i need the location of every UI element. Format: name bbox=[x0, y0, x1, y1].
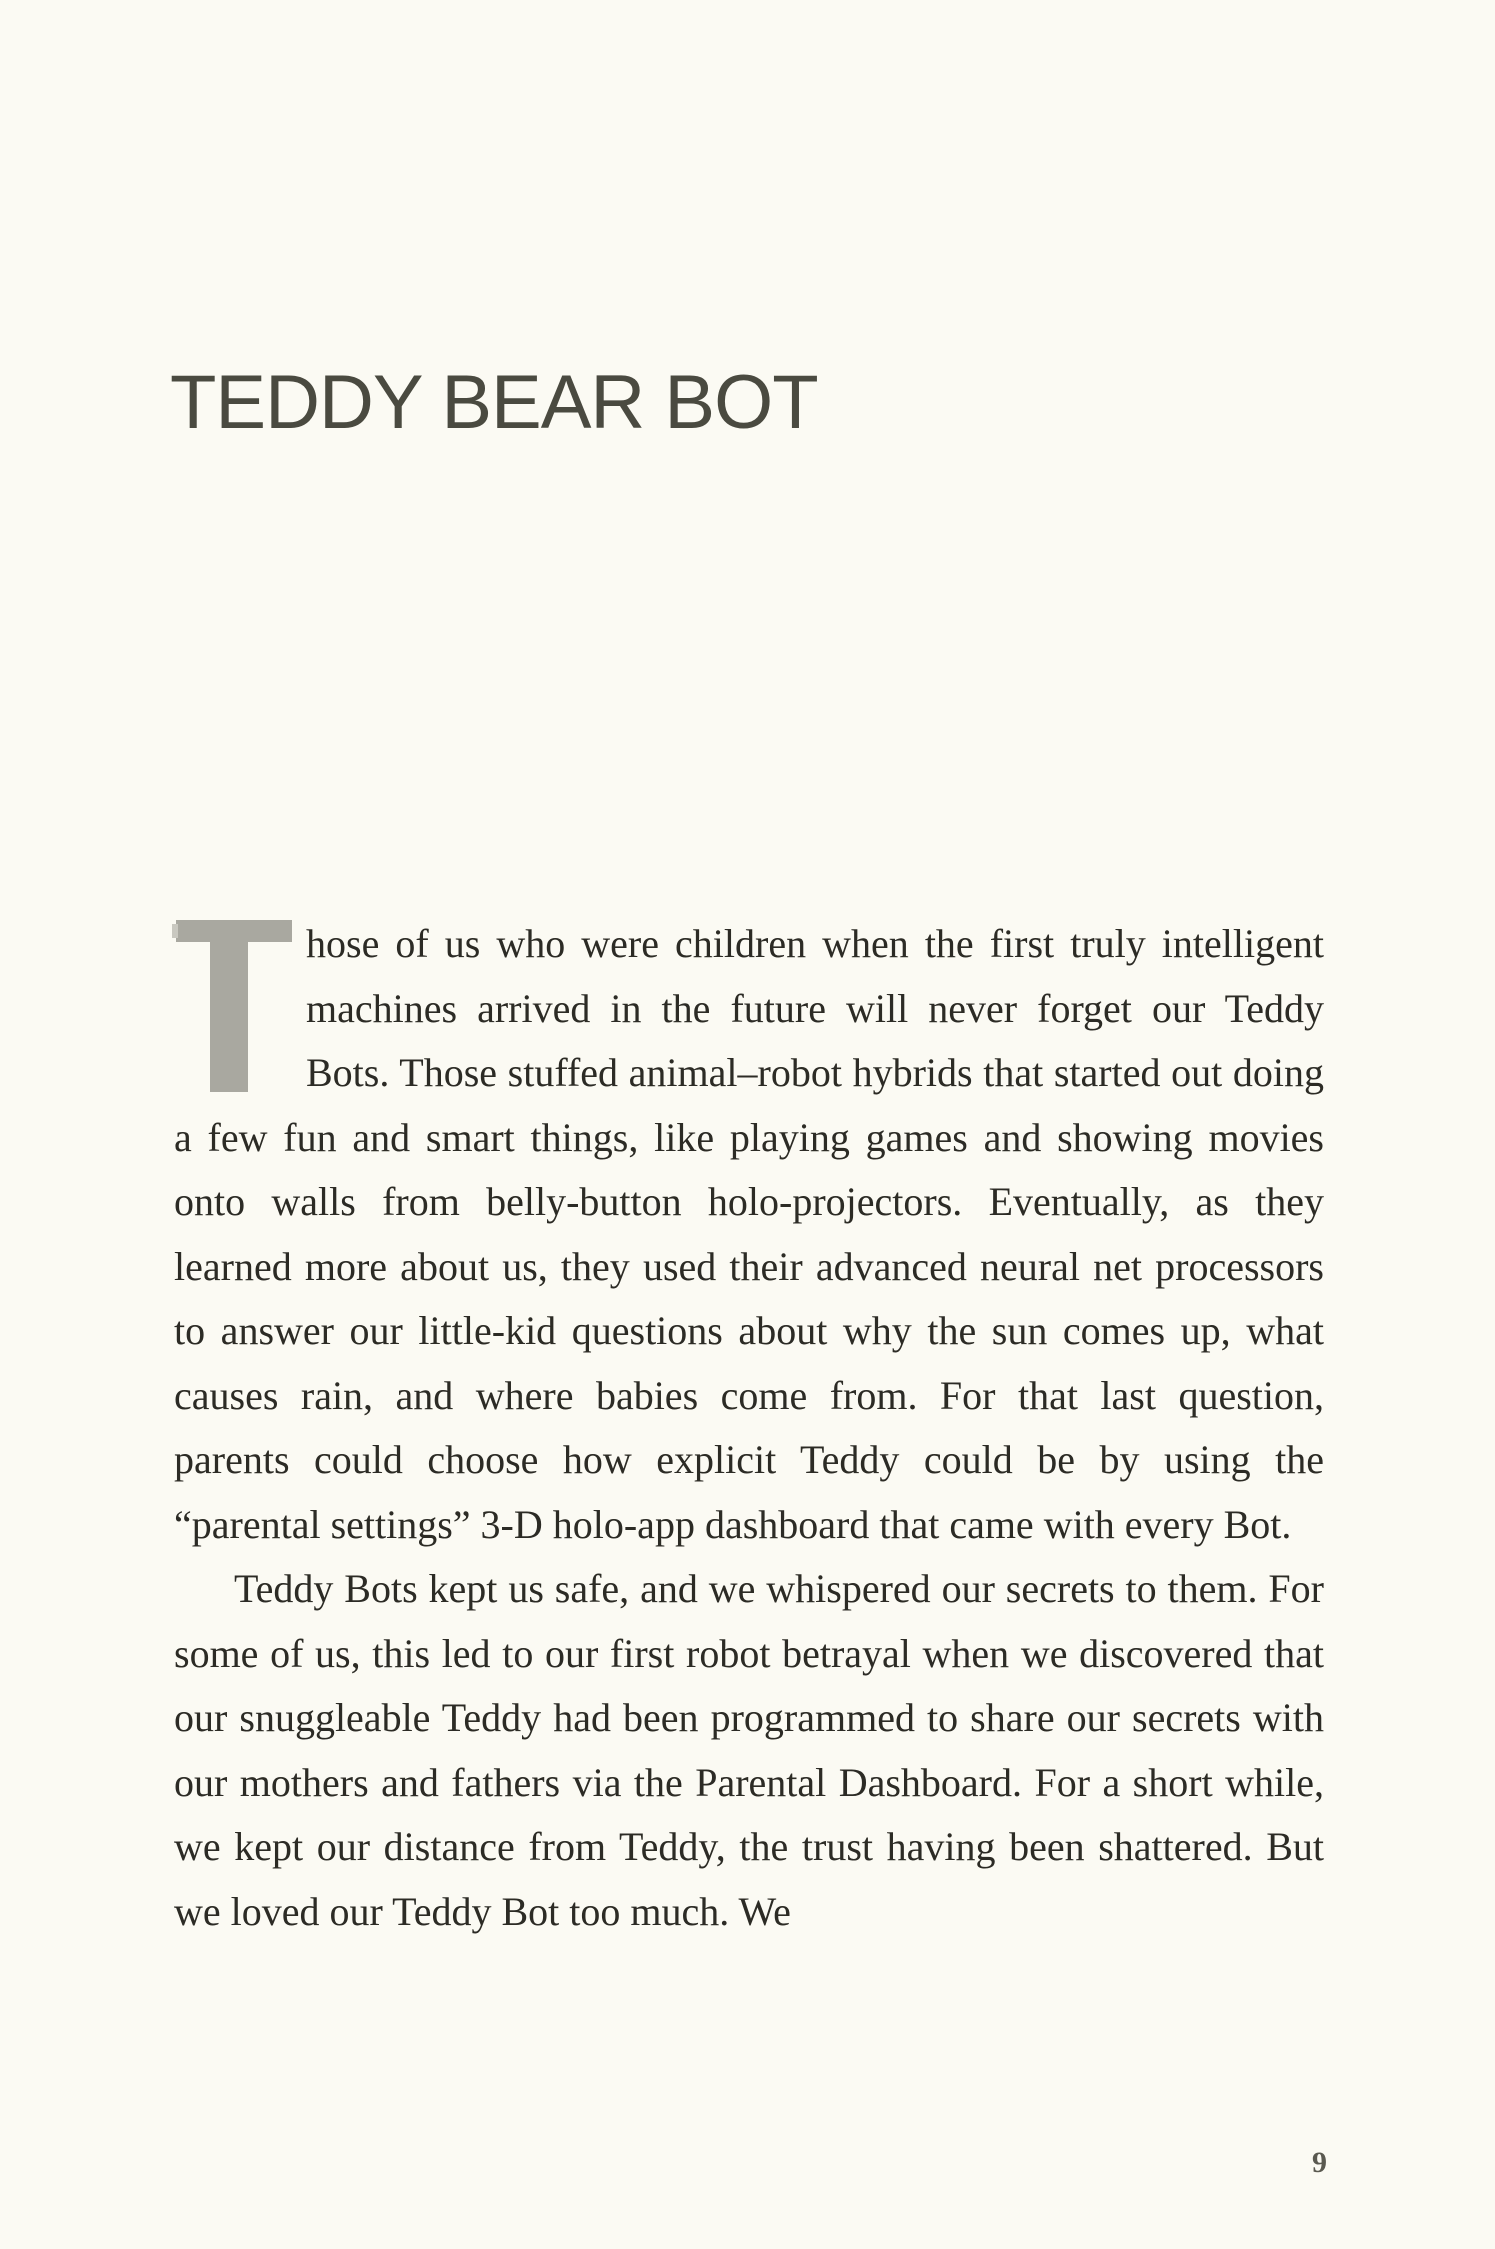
paragraph-2: Teddy Bots kept us safe, and we whispered our secrets to them. For some of us, this led to our first robot betrayal when we discovered that our snuggleable Teddy had been programmed to share our secrets with our mothers and fathers via the Parental Dashboard. For a short while, we kept our distance from Teddy, the trust having been shattered. But we loved our Teddy Bot too much. We bbox=[174, 1566, 1324, 1934]
chapter-title: TEDDY BEAR BOT bbox=[170, 360, 818, 445]
body-text bbox=[174, 912, 1324, 1944]
paragraph-1 bbox=[174, 912, 1324, 1557]
drop-cap bbox=[172, 918, 292, 1094]
paragraph-1-text: hose of us who were children when the first truly intelligent machines arrived in the future will never forget our Teddy Bots. Those stuffed animal–robot hybrids that started out doing a few fun and smart things, like playing games and showing movies onto walls from belly-button holo-projectors. Eventually, as they learned more about us, they used their advanced neural net processors to answer our little-kid questions about why the sun comes up, what causes rain, and where babies come from. For that last question, parents could choose how explicit Teddy could be by using the “parental settings” 3-D holo-app dashboard that came with every Bot. bbox=[174, 921, 1324, 1547]
page-number: 9 bbox=[1312, 2146, 1327, 2179]
